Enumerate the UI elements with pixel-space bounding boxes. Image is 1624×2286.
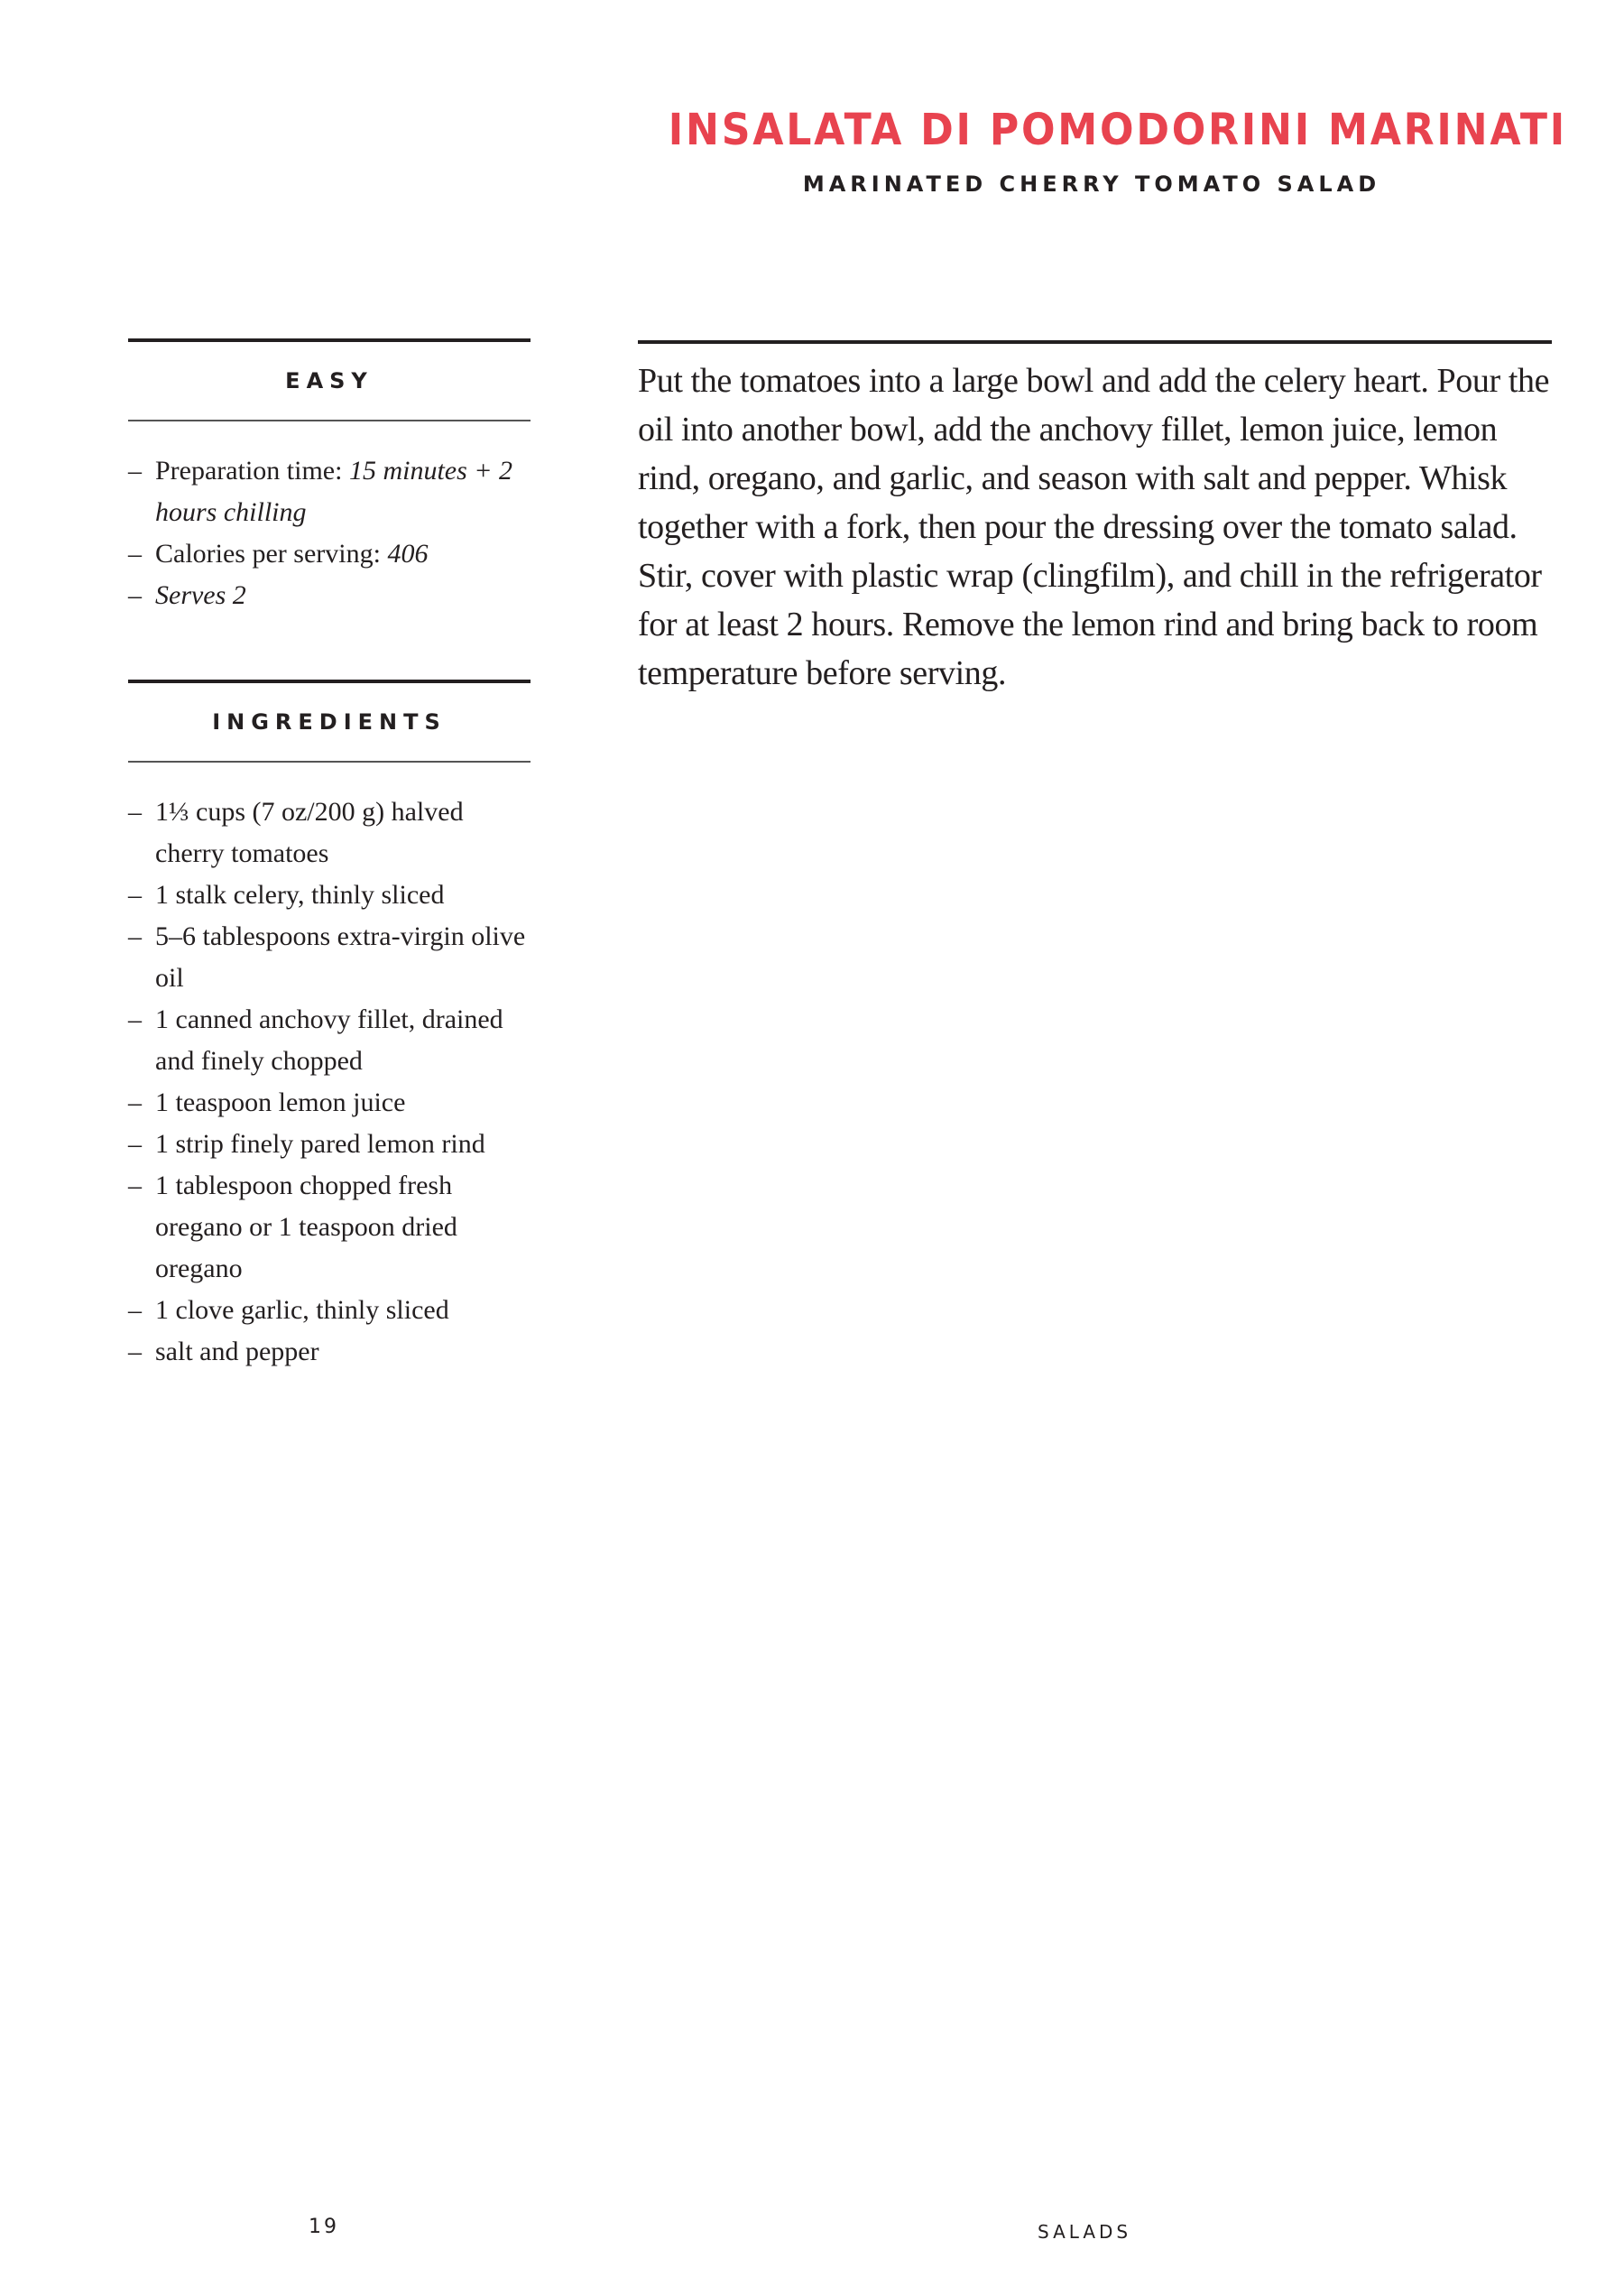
calories <box>128 533 531 575</box>
serves-value: Serves 2 <box>155 580 246 610</box>
ingredient-item: – 1 stalk celery, thinly sliced <box>128 875 531 916</box>
section-name: SALADS <box>1038 2221 1132 2243</box>
serves <box>128 575 531 616</box>
method-section <box>638 340 1552 698</box>
ingredient-item: – salt and pepper <box>128 1331 531 1373</box>
calories-label: Calories per serving: <box>155 539 388 569</box>
ingredient-item: – 1⅓ cups (7 oz/200 g) halved cherry tomatoes <box>128 791 531 875</box>
page-number: 19 <box>309 2216 339 2238</box>
divider <box>638 340 1552 344</box>
difficulty-heading: EASY <box>285 368 374 393</box>
ingredients-heading: INGREDIENTS <box>212 709 447 735</box>
prep-time-label: Preparation time: <box>155 456 349 486</box>
recipe-subtitle: MARINATED CHERRY TOMATO SALAD <box>802 171 1381 197</box>
ingredient-item: – 1 canned anchovy fillet, drained and finely chopped <box>128 999 531 1082</box>
ingredient-item: – 1 tablespoon chopped fresh oregano or 1 teaspoon dried oregano <box>128 1165 531 1290</box>
ingredient-item: – 1 strip finely pared lemon rind <box>128 1124 531 1165</box>
recipe-header <box>632 101 1567 199</box>
ingredient-item: – 1 teaspoon lemon juice <box>128 1082 531 1124</box>
recipe-title: INSALATA DI POMODORINI MARINATI <box>668 105 1567 155</box>
ingredient-item: – 1 clove garlic, thinly sliced <box>128 1290 531 1331</box>
method-text: Put the tomatoes into a large bowl and add the celery heart. Pour the oil into another bowl, add the anchovy fillet, lemon juice, lemon rind, oregano, and garlic, and season with salt and pepper. Whisk together with a fork, then pour the dressing over the tomato salad. Stir, cover with plastic wrap (clingfilm), and chill in the refrigerator for at least 2 hours. Remove the lemon rind and bring back to room temperature before serving. <box>638 362 1550 692</box>
calories-value: 406 <box>387 539 429 569</box>
recipe-sidebar <box>128 338 531 1373</box>
prep-time-value: 15 minutes + 2 hours chilling <box>155 456 513 527</box>
recipe-info-list <box>128 421 531 680</box>
prep-time <box>128 450 531 533</box>
ingredients-list <box>128 763 531 1373</box>
ingredient-item: – 5–6 tablespoons extra-virgin olive oil <box>128 916 531 999</box>
